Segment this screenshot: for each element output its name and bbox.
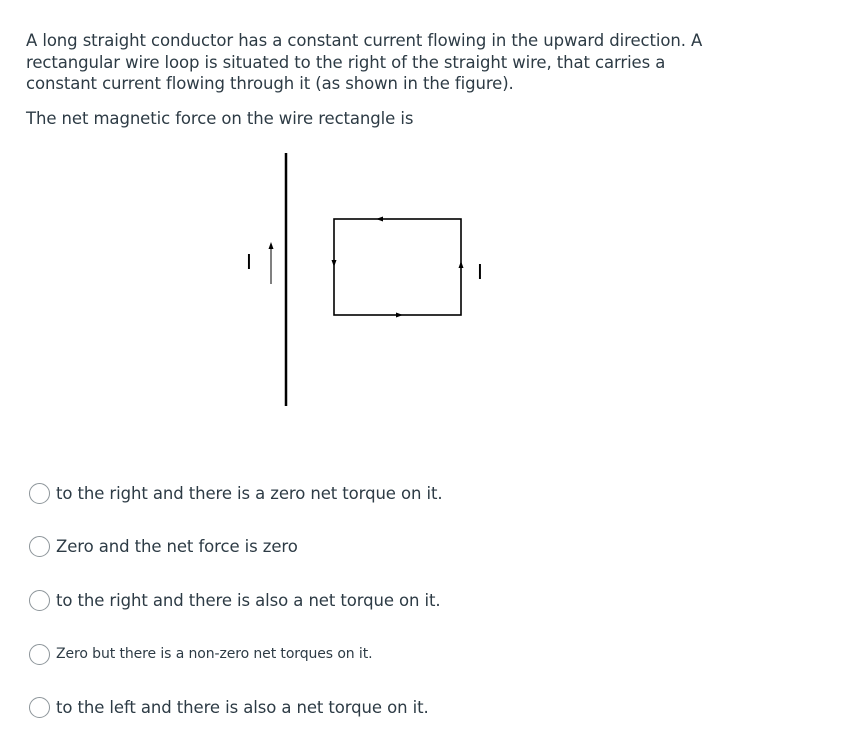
- question-block: [26, 30, 726, 142]
- loop-top-arrow: [376, 217, 383, 222]
- answer-option-5[interactable]: [29, 694, 429, 720]
- wire-current-arrow-head: [269, 242, 274, 249]
- wire-current-label: I: [246, 250, 252, 274]
- radio-button[interactable]: [29, 483, 50, 504]
- loop-current-label: I: [477, 260, 483, 284]
- answer-label: Zero but there is a non-zero net torques on it.: [56, 646, 373, 662]
- question-prompt: The net magnetic force on the wire rectangle is: [26, 108, 414, 128]
- answer-label: to the right and there is also a net torque on it.: [56, 590, 441, 610]
- answer-option-3[interactable]: [29, 587, 441, 613]
- answer-label: to the left and there is also a net torque on it.: [56, 697, 429, 717]
- answer-label: to the right and there is a zero net torque on it.: [56, 483, 443, 503]
- radio-button[interactable]: [29, 644, 50, 665]
- radio-button[interactable]: [29, 536, 50, 557]
- loop-right-arrow: [459, 261, 464, 268]
- loop-left-arrow: [332, 260, 337, 267]
- wire-loop: [334, 219, 461, 315]
- answer-option-1[interactable]: [29, 480, 443, 506]
- radio-button[interactable]: [29, 697, 50, 718]
- answer-label: Zero and the net force is zero: [56, 536, 298, 556]
- answer-option-2[interactable]: [29, 533, 298, 559]
- loop-bottom-arrow: [396, 313, 403, 318]
- radio-button[interactable]: [29, 590, 50, 611]
- question-text: A long straight conductor has a constant current flowing in the upward direction. A rectangular wire loop is situated to the right of the straight wire, that carries a constant current flowing through it (as shown in the figure).: [26, 31, 703, 93]
- answer-option-4[interactable]: [29, 641, 372, 667]
